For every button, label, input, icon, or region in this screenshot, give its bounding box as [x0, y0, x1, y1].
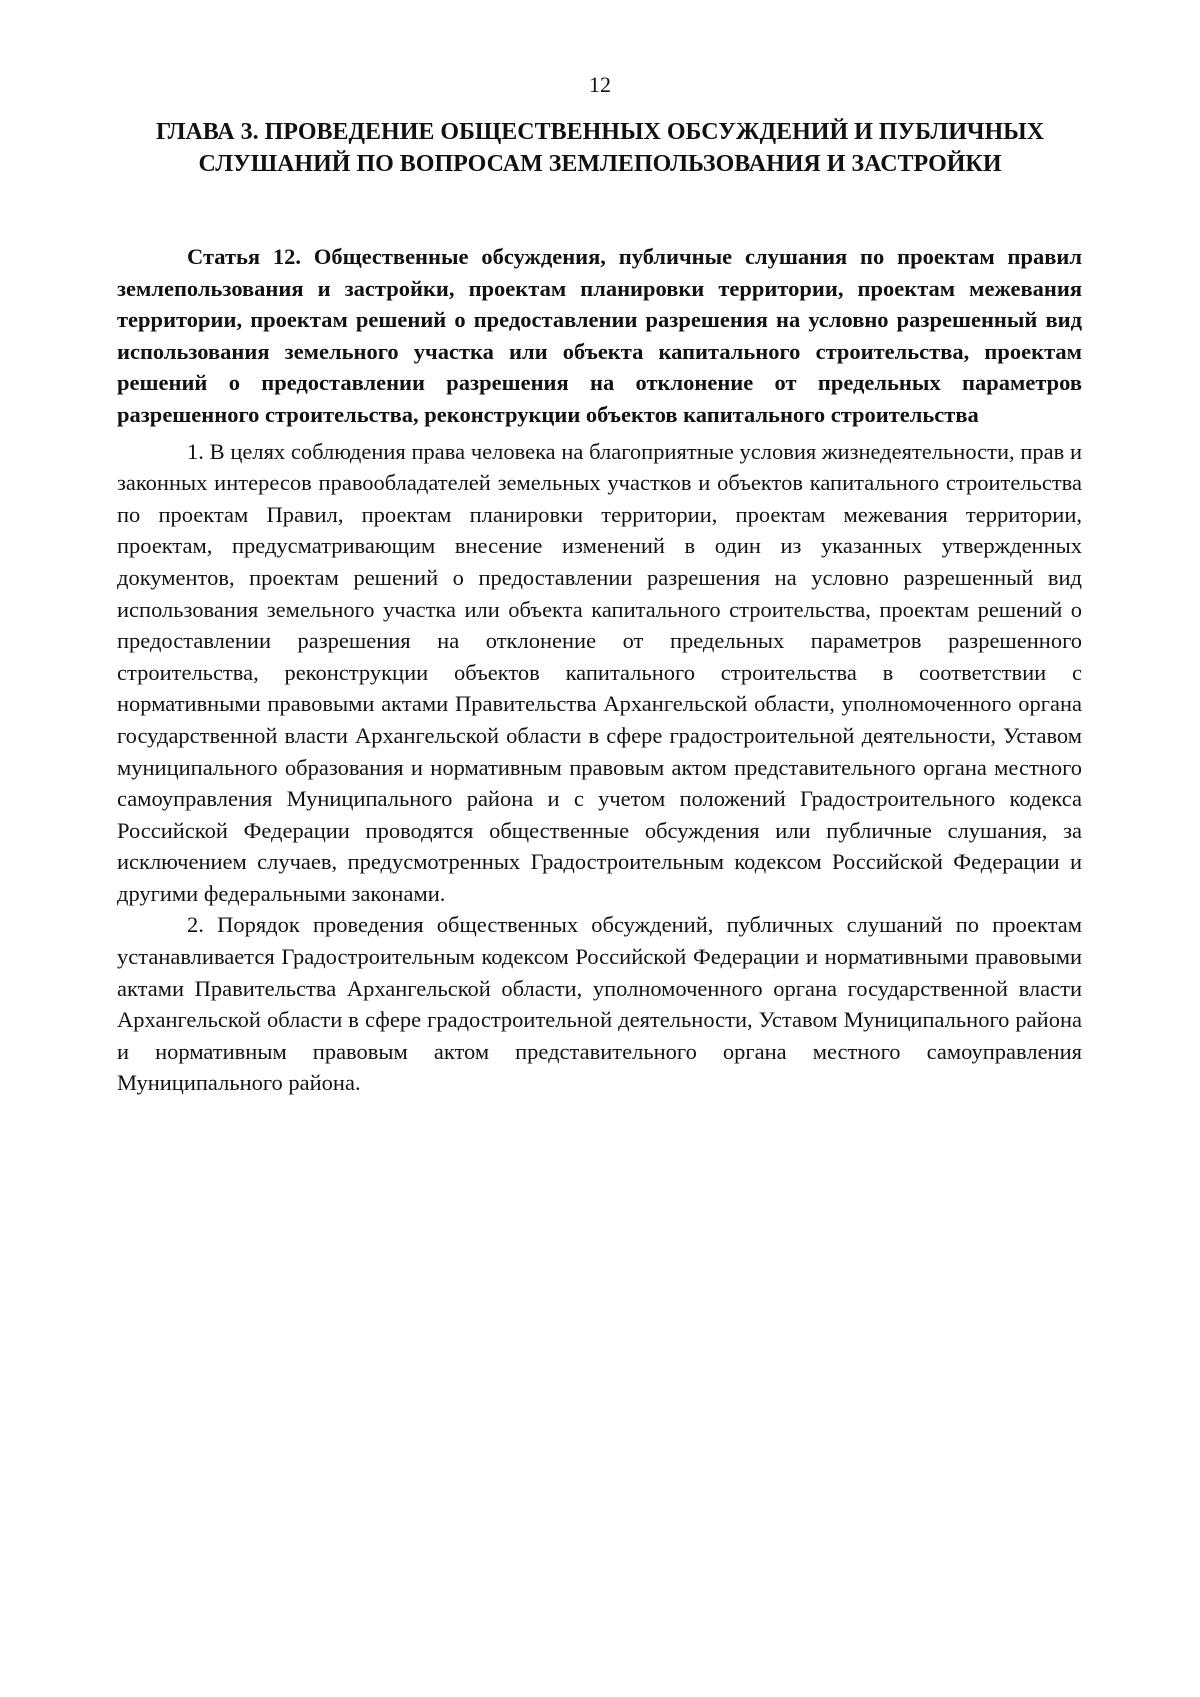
- chapter-title: ГЛАВА 3. ПРОВЕДЕНИЕ ОБЩЕСТВЕННЫХ ОБСУЖДЕНИЙ И ПУБЛИЧНЫХ СЛУШАНИЙ ПО ВОПРОСАМ ЗЕМЛЕПОЛЬЗОВАНИЯ И ЗАСТРОЙКИ: [155, 119, 1045, 177]
- article-body: [117, 241, 1082, 1099]
- article-heading: Статья 12. Общественные обсуждения, публичные слушания по проектам правил землепользования и застройки, проектам планировки территории, проектам межевания территории, проектам решений о предоставлении разрешения на условно разрешенный вид использования земельного участка или объекта капитального строительства, проектам решений о предоставлении разрешения на отклонение от предельных параметров разрешенного строительства, реконструкции объектов капитального строительства: [117, 244, 1082, 427]
- paragraph-1: 1. В целях соблюдения права человека на благоприятные условия жизнедеятельности, прав и законных интересов правообладателей земельных участков и объектов капитального строительства по проектам Правил, проектам планировки территории, проектам межевания территории, проектам, предусматривающим внесение изменений в один из указанных утвержденных документов, проектам решений о предоставлении разрешения на условно разрешенный вид использования земельного участка или объекта капитального строительства, проектам решений о предоставлении разрешения на отклонение от предельных параметров разрешенного строительства, реконструкции объектов капитального строительства в соответствии с нормативными правовыми актами Правительства Архангельской области, уполномоченного органа государственной власти Архангельской области в сфере градостроительной деятельности, Уставом муниципального образования и нормативным правовым актом представительного органа местного самоуправления Муниципального района и с учетом положений Градостроительного кодекса Российской Федерации проводятся общественные обсуждения или публичные слушания, за исключением случаев, предусмотренных Градостроительным кодексом Российской Федерации и другими федеральными законами.: [117, 438, 1082, 906]
- page-number: 12: [589, 72, 611, 97]
- paragraph-2: 2. Порядок проведения общественных обсуждений, публичных слушаний по проектам устанавливается Градостроительным кодексом Российской Федерации и нормативными правовыми актами Правительства Архангельской области, уполномоченного органа государственной власти Архангельской области в сфере градостроительной деятельности, Уставом Муниципального района и нормативным правовым актом представительного органа местного самоуправления Муниципального района.: [117, 912, 1082, 1096]
